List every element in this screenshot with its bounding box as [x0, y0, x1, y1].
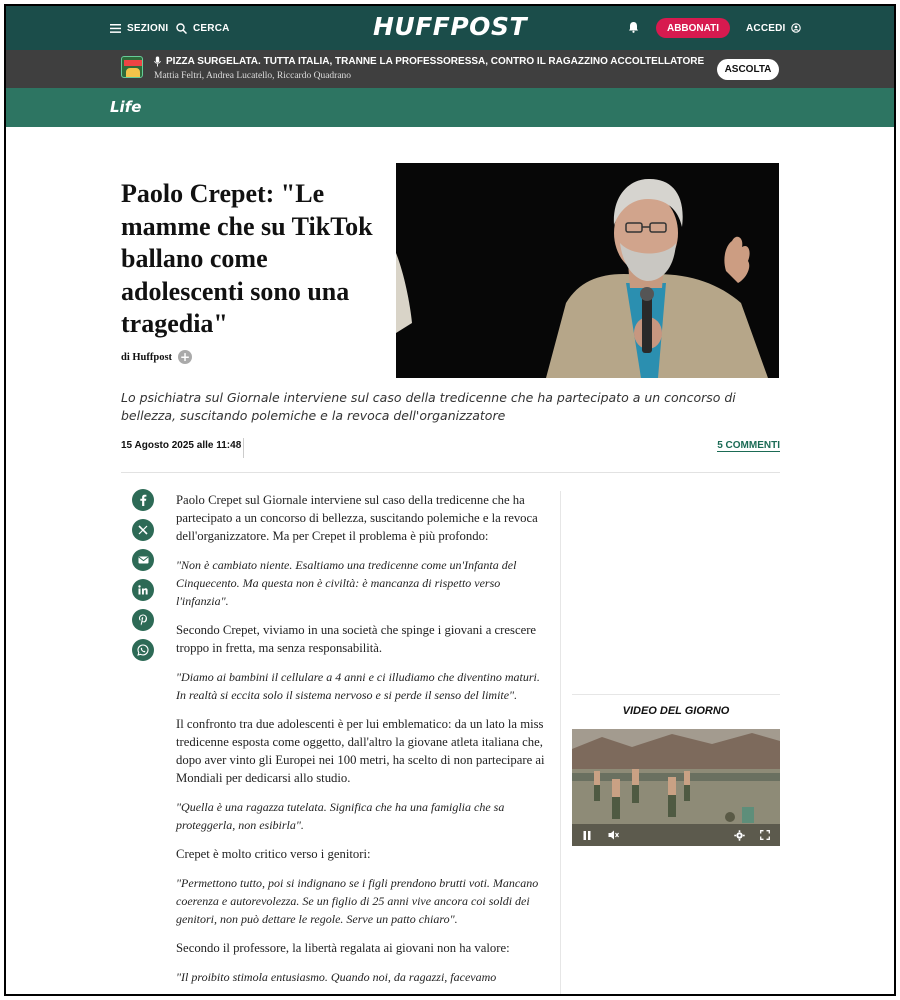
email-icon[interactable] [132, 549, 154, 571]
video-of-the-day-title: VIDEO DEL GIORNO [622, 705, 730, 717]
podcast-thumbnail [121, 56, 143, 78]
article-quote: "Quella è una ragazza tutelata. Significa che ha una famiglia che sa proteggerla, non esibirla". [176, 800, 505, 832]
article-paragraph: Secondo Crepet, viviamo in una società che spinge i giovani a crescere troppo in fretta, ma senza responsabilità. [176, 623, 537, 655]
podcast-bar [6, 50, 894, 88]
article-paragraph: Crepet è molto critico verso i genitori: [176, 847, 371, 861]
notifications-button[interactable] [628, 6, 639, 50]
article-quote: "Non è cambiato niente. Esaltiamo una tredicenne come un'Infanta del Cinquecento. Ma questa non è civiltà: è mancanza di rispetto verso l'infanzia". [176, 558, 517, 608]
article-quote: "Diamo ai bambini il cellulare a 4 anni e ci illudiamo che diventino maturi. In realtà si eccita solo il sistema nervoso e si perde il senso del limite". [176, 670, 540, 702]
fullscreen-icon[interactable] [758, 828, 772, 842]
author-link[interactable]: di Huffpost [121, 351, 173, 363]
user-icon [791, 23, 801, 33]
section-link-life[interactable]: Life [110, 98, 142, 116]
pinterest-icon[interactable] [132, 609, 154, 631]
facebook-icon[interactable] [132, 489, 154, 511]
sections-label: SEZIONI [127, 22, 169, 34]
pause-icon[interactable] [580, 828, 594, 842]
byline [121, 350, 192, 364]
video-player[interactable] [572, 729, 780, 846]
section-bar [6, 88, 894, 127]
header-divider [121, 472, 780, 473]
video-controls [572, 824, 780, 846]
podcast-title-text: PIZZA SURGELATA. TUTTA ITALIA, TRANNE LA PROFESSORESSA, CONTRO IL RAGAZZINO ACCOLTELLATORE [166, 56, 705, 67]
search-label: CERCA [193, 22, 230, 34]
microphone-icon [154, 56, 161, 67]
page-frame [4, 4, 896, 996]
linkedin-icon[interactable] [132, 579, 154, 601]
article-subtitle: Lo psichiatra sul Giornale interviene sul caso della tredicenne che ha partecipato a un concorso di bellezza, suscitando polemiche e la revoca dell'organizzatore [121, 390, 736, 423]
huffpost-logo[interactable]: HUFFPOST [372, 12, 527, 41]
article-meta [121, 438, 780, 458]
subscribe-button[interactable]: ABBONATI [656, 18, 730, 38]
article-body [176, 491, 552, 996]
hero-image [396, 163, 779, 378]
podcast-title[interactable] [154, 56, 704, 67]
article-headline: Paolo Crepet: "Le mamme che su TikTok ballano come adolescenti sono una tragedia" [121, 179, 373, 338]
meta-divider [243, 438, 244, 458]
publish-date: 15 Agosto 2025 alle 11:48 [121, 440, 242, 451]
mute-icon[interactable] [606, 828, 620, 842]
podcast-authors: Mattia Feltri, Andrea Lucatello, Riccardo Quadrano [154, 71, 352, 81]
article-quote: "Permettono tutto, poi si indignano se i figli prendono brutti voti. Mancano coerenza e autorevolezza. Se un figlio di 25 anni vive ancora coi soldi dei genitori, non può dettare le regole. Serve un patto chiaro". [176, 876, 539, 926]
article-paragraph: Il confronto tra due adolescenti è per lui emblematico: da un lato la miss tredicenne esposta come oggetto, dall'altro la giovane atleta italiana che, dopo aver vinto gli Europei nei 100 metri, ha scelto di non partecipare ai Mondiali per dedicarsi allo studio. [176, 717, 545, 785]
article-paragraph: Secondo il professore, la libertà regalata ai giovani non ha valore: [176, 941, 510, 955]
login-button[interactable] [746, 6, 801, 50]
share-bar [132, 489, 154, 669]
sidebar-divider [572, 694, 780, 695]
article-paragraph: Paolo Crepet sul Giornale interviene sul caso della tredicenne che ha partecipato a un concorso di bellezza, suscitando polemiche e la revoca dell'organizzatore. Ma per Crepet il problema è più profondo: [176, 493, 538, 543]
whatsapp-icon[interactable] [132, 639, 154, 661]
settings-gear-icon[interactable] [732, 828, 746, 842]
comments-link[interactable]: 5 COMMENTI [717, 440, 780, 451]
article-quote: "Il proibito stimola entusiasmo. Quando noi, da ragazzi, facevamo [176, 970, 497, 984]
listen-button[interactable]: ASCOLTA [717, 59, 779, 80]
x-icon[interactable] [132, 519, 154, 541]
follow-author-plus-icon[interactable]: + [180, 350, 191, 364]
bell-icon [628, 21, 639, 36]
column-divider [560, 491, 561, 996]
login-label: ACCEDI [746, 22, 786, 34]
top-navbar [6, 6, 894, 50]
